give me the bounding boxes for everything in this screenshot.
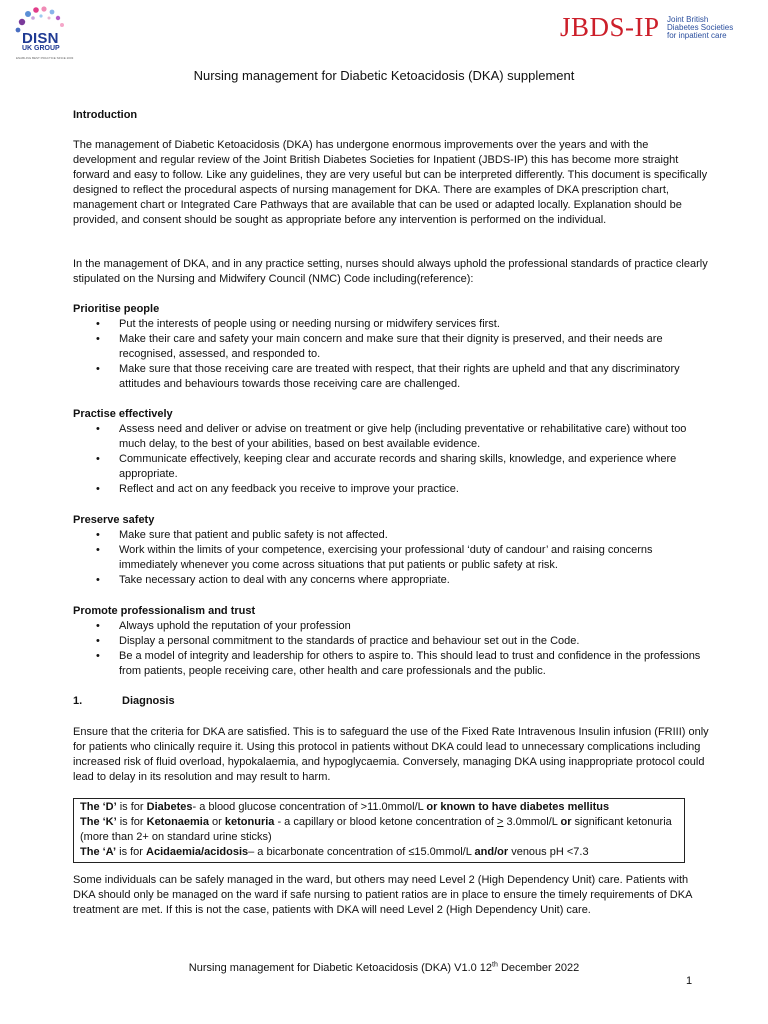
criteria-a-lead: The ‘A’ xyxy=(80,846,117,858)
bullet-list xyxy=(73,619,713,679)
jbds-ip-sub-line-1: Joint British xyxy=(667,15,709,24)
criteria-a-text-1: – a bicarbonate concentration of ≤15.0mmol/L xyxy=(248,846,475,858)
criteria-d xyxy=(80,800,678,815)
criteria-k-text-1: - a capillary or blood ketone concentration of xyxy=(274,816,497,828)
list-item: • Work within the limits of your competence, exercising your professional ‘duty of candour’ and raising concerns immediately whenever you come across situations that put patients or public safety at risk. xyxy=(73,543,713,573)
introduction-paragraph-1: The management of Diabetic Ketoacidosis (DKA) has undergone enormous improvements over the years and with the development and regular review of the Joint British Diabetes Societies for Inpatient (JBDS-IP) this has become more straight forward and easy to follow. Like any guidelines, they are very useful but can be interpreted differently. This document is specifically designed to reflect the procedural aspects of nursing management for DKA. There are examples of DKA prescription chart, management chart or Integrated Care Pathways that are available that can be used or adapted locally. Explanation should be provided, and consent should be sought as appropriate before any intervention is performed on the individual. xyxy=(73,139,708,226)
disn-logo xyxy=(8,4,72,62)
bullet-list xyxy=(73,422,713,497)
criteria-d-connector: is for xyxy=(116,801,147,813)
list-item: • Be a model of integrity and leadership for others to aspire to. This should lead to trust and confidence in the professions from patients, people receiving care, other health and care professionals and the public. xyxy=(73,649,713,679)
list-item: • Reflect and act on any feedback you receive to improve your practice. xyxy=(73,482,713,497)
list-item: • Communicate effectively, keeping clear and accurate records and sharing skills, knowledge, and experience where appropriate. xyxy=(73,452,713,482)
bullet-list xyxy=(73,528,713,588)
jbds-ip-logo-name: JBDS-IP xyxy=(560,12,660,42)
section-promote-professionalism xyxy=(73,604,713,679)
list-item: • Assess need and deliver or advise on treatment or give help (including preventative or rehabilitative care) without too much delay, to the best of your abilities, based on best available evidence. xyxy=(73,422,713,452)
diagnosis-title: Diagnosis xyxy=(122,695,175,707)
diagnosis-heading xyxy=(73,694,713,709)
footer-text: Nursing management for Diabetic Ketoacidosis (DKA) V1.0 12 xyxy=(188,962,493,974)
dka-criteria-box xyxy=(73,798,685,863)
introduction-paragraph-2: In the management of DKA, and in any practice setting, nurses should always uphold the professional standards of practice clearly stipulated on the Nursing and Midwifery Council (NMC) Code including(reference): xyxy=(73,258,708,285)
criteria-k-text-3: significant ketonuria (more than 2+ on standard urine sticks) xyxy=(80,816,672,843)
criteria-k-term-2: ketonuria xyxy=(224,816,275,828)
criteria-k-connector-2: or xyxy=(208,816,225,828)
disn-logo-name: DISN xyxy=(22,30,59,47)
list-item: • Display a personal commitment to the standards of practice and behaviour set out in the Code. xyxy=(73,634,713,649)
section-heading: Prioritise people xyxy=(73,303,160,315)
diagnosis-number: 1. xyxy=(73,695,83,707)
criteria-a-term: Acidaemia/acidosis xyxy=(146,846,249,858)
criteria-k xyxy=(80,815,678,845)
list-item: • Make sure that those receiving care are treated with respect, that their rights are upheld and that any discriminatory attitudes and behaviours towards those receiving care are challenged. xyxy=(73,362,713,392)
criteria-a-andor: and/or xyxy=(474,846,509,858)
criteria-a-text-2: venous pH <7.3 xyxy=(508,846,589,858)
jbds-ip-logo-subtitle xyxy=(667,16,733,40)
criteria-d-lead: The ‘D’ xyxy=(80,801,117,813)
criteria-d-tail: or known to have diabetes mellitus xyxy=(426,801,610,813)
criteria-d-term: Diabetes xyxy=(146,801,193,813)
diagnosis-paragraph-2: Some individuals can be safely managed in the ward, but others may need Level 2 (High Dependency Unit) care. Patients with DKA should only be managed on the ward if safe nursing to patient ratios are in place to ensure the timely requirements of DKA treatment are met. If this is not the case, patients with DKA will need Level 2 (High Dependency Unit) care. xyxy=(73,874,692,916)
criteria-d-text: - a blood glucose concentration of >11.0mmol/L xyxy=(192,801,427,813)
criteria-a-connector: is for xyxy=(116,846,147,858)
criteria-k-term-1: Ketonaemia xyxy=(146,816,209,828)
list-item: • Put the interests of people using or needing nursing or midwifery services first. xyxy=(73,317,713,332)
jbds-ip-logo xyxy=(560,12,760,44)
diagnosis-paragraph-1: Ensure that the criteria for DKA are satisfied. This is to safeguard the use of the Fixed Rate Intravenous Insulin infusion (FRIII) only for patients who clinically require it. Using this protocol in patients without DKA could lead to unnecessary complications including increased risk of fluid overload, hypokalaemia, and hypoglycaemia. Conversely, managing DKA using inappropriate protocol could lead to delay in its resolution and may result to harm. xyxy=(73,726,709,783)
list-item: • Make their care and safety your main concern and make sure that their dignity is preserved, and their needs are recognised, assessed, and responded to. xyxy=(73,332,713,362)
introduction-heading: Introduction xyxy=(73,109,138,121)
section-prioritise-people xyxy=(73,302,713,392)
footer-date-suffix: th xyxy=(492,961,498,969)
criteria-k-ge-symbol: > xyxy=(496,816,504,828)
page-footer xyxy=(0,961,768,975)
page-number: 1 xyxy=(686,975,693,987)
criteria-k-lead: The ‘K’ xyxy=(80,816,117,828)
criteria-a xyxy=(80,845,678,860)
list-item: • Take necessary action to deal with any concerns where appropriate. xyxy=(73,573,713,588)
jbds-ip-sub-line-2: Diabetes Societies xyxy=(667,23,734,32)
bullet-list xyxy=(73,317,713,392)
disn-logo-tagline: ENABLING BEST PRACTICE SINCE 2003 xyxy=(16,56,74,60)
section-preserve-safety xyxy=(73,513,713,588)
disn-logo-sub: UK GROUP xyxy=(22,45,60,52)
jbds-ip-sub-line-3: for inpatient care xyxy=(667,31,727,40)
criteria-k-connector: is for xyxy=(116,816,147,828)
section-heading: Promote professionalism and trust xyxy=(73,605,256,617)
criteria-k-text-2: 3.0mmol/L xyxy=(503,816,561,828)
section-heading: Preserve safety xyxy=(73,514,155,526)
list-item: • Always uphold the reputation of your profession xyxy=(73,619,713,634)
footer-date-tail: December 2022 xyxy=(497,962,580,974)
section-practise-effectively xyxy=(73,407,713,497)
document-title: Nursing management for Diabetic Ketoacidosis (DKA) supplement xyxy=(193,68,575,83)
criteria-k-or: or xyxy=(560,816,572,828)
section-heading: Practise effectively xyxy=(73,408,173,420)
list-item: • Make sure that patient and public safety is not affected. xyxy=(73,528,713,543)
